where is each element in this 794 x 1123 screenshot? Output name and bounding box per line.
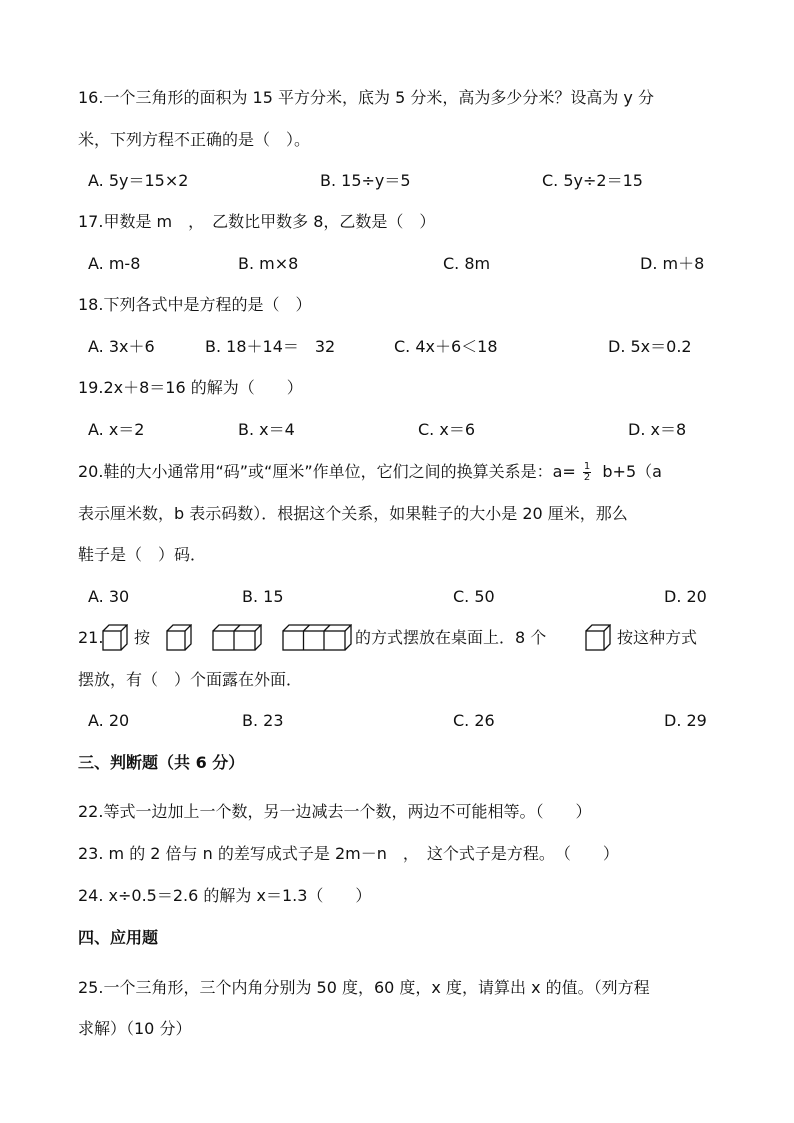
q17-option-c: C. 8m — [443, 254, 491, 273]
q21-option-d: D. 29 — [664, 711, 707, 730]
q21-options — [88, 711, 728, 731]
q16-option-b: B. 15÷y＝5 — [320, 171, 411, 190]
q21-text-mid: 的方式摆放在桌面上．8 个 — [355, 628, 547, 647]
q21-stem-line2: 摆放，有（ ）个面露在外面． — [78, 670, 303, 689]
q21-option-c: C. 26 — [453, 711, 495, 730]
fraction-numerator: 1 — [583, 461, 591, 472]
q20-options — [88, 587, 728, 607]
q16-option-a: A. 5y＝15×2 — [88, 171, 189, 190]
fraction-denominator: 2 — [583, 472, 591, 483]
q19-stem: 19.2x＋8＝16 的解为（ ） — [78, 378, 303, 397]
q17-option-d: D. m＋8 — [640, 254, 705, 273]
q21-option-a: A. 20 — [88, 711, 130, 730]
q16-option-c: C. 5y÷2＝15 — [542, 171, 643, 190]
q20-option-b: B. 15 — [242, 587, 284, 606]
q21-number: 21. — [78, 628, 104, 647]
single-cube-icon — [166, 624, 192, 652]
q19-option-c: C. x＝6 — [418, 420, 475, 439]
q20-option-d: D. 20 — [664, 587, 707, 606]
q23-stem: 23. m 的 2 倍与 n 的差写成式子是 2m－n ， 这个式子是方程。 （ ） — [78, 844, 619, 863]
q18-stem: 18.下列各式中是方程的是（ ） — [78, 295, 312, 314]
q20-stem-line2: 表示厘米数，b 表示码数）．根据这个关系，如果鞋子的大小是 20 厘米，那么 — [78, 504, 628, 523]
q21-text-an: 按 — [134, 628, 151, 647]
q18-options — [88, 337, 728, 357]
q18-option-a: A. 3x＋6 — [88, 337, 155, 356]
q16-stem-line2: 米，下列方程不正确的是（ ）。 — [78, 130, 311, 149]
q20-stem-text-b: b+5（a — [602, 462, 662, 481]
q19-options — [88, 420, 728, 440]
q17-option-a: A. m-8 — [88, 254, 141, 273]
q17-option-b: B. m×8 — [238, 254, 299, 273]
two-cubes-icon — [212, 624, 262, 652]
q21-text-end: 按这种方式 — [617, 628, 698, 647]
one-half-fraction — [583, 462, 591, 483]
q20-option-a: A. 30 — [88, 587, 130, 606]
q25-stem-line2: 求解）（10 分） — [78, 1019, 192, 1038]
q20-stem-text-a: 20.鞋的大小通常用“码”或“厘米”作单位，它们之间的换算关系是：a= — [78, 462, 576, 481]
q18-option-c: C. 4x＋6＜18 — [394, 337, 498, 356]
cube-icon — [102, 624, 128, 652]
q19-option-b: B. x＝4 — [238, 420, 295, 439]
q19-option-d: D. x＝8 — [628, 420, 687, 439]
q20-option-c: C. 50 — [453, 587, 495, 606]
q18-option-b: B. 18＋14＝ 32 — [205, 337, 336, 356]
q19-option-a: A. x＝2 — [88, 420, 145, 439]
q25-stem-line1: 25.一个三角形，三个内角分别为 50 度，60 度，x 度，请算出 x 的值。（列方程 — [78, 978, 650, 997]
q22-stem: 22.等式一边加上一个数，另一边减去一个数，两边不可能相等。（ ） — [78, 802, 592, 821]
q17-options — [88, 254, 728, 274]
q18-option-d: D. 5x＝0.2 — [608, 337, 692, 356]
q21-option-b: B. 23 — [242, 711, 284, 730]
q16-stem-line1: 16.一个三角形的面积为 15 平方分米，底为 5 分米，高为多少分米？设高为 y 分 — [78, 88, 654, 107]
section4-heading: 四、应用题 — [78, 928, 159, 947]
q24-stem: 24. x÷0.5＝2.6 的解为 x＝1.3（ ） — [78, 886, 372, 905]
q20-stem-line1 — [78, 462, 662, 483]
section3-heading: 三、判断题（共 6 分） — [78, 753, 245, 772]
q16-options — [88, 171, 728, 191]
three-cubes-icon — [282, 624, 352, 652]
q17-stem: 17.甲数是 m ， 乙数比甲数多 8，乙数是（ ） — [78, 212, 436, 231]
cube-icon-2 — [585, 624, 611, 652]
q20-stem-line3: 鞋子是（ ）码． — [78, 545, 207, 564]
